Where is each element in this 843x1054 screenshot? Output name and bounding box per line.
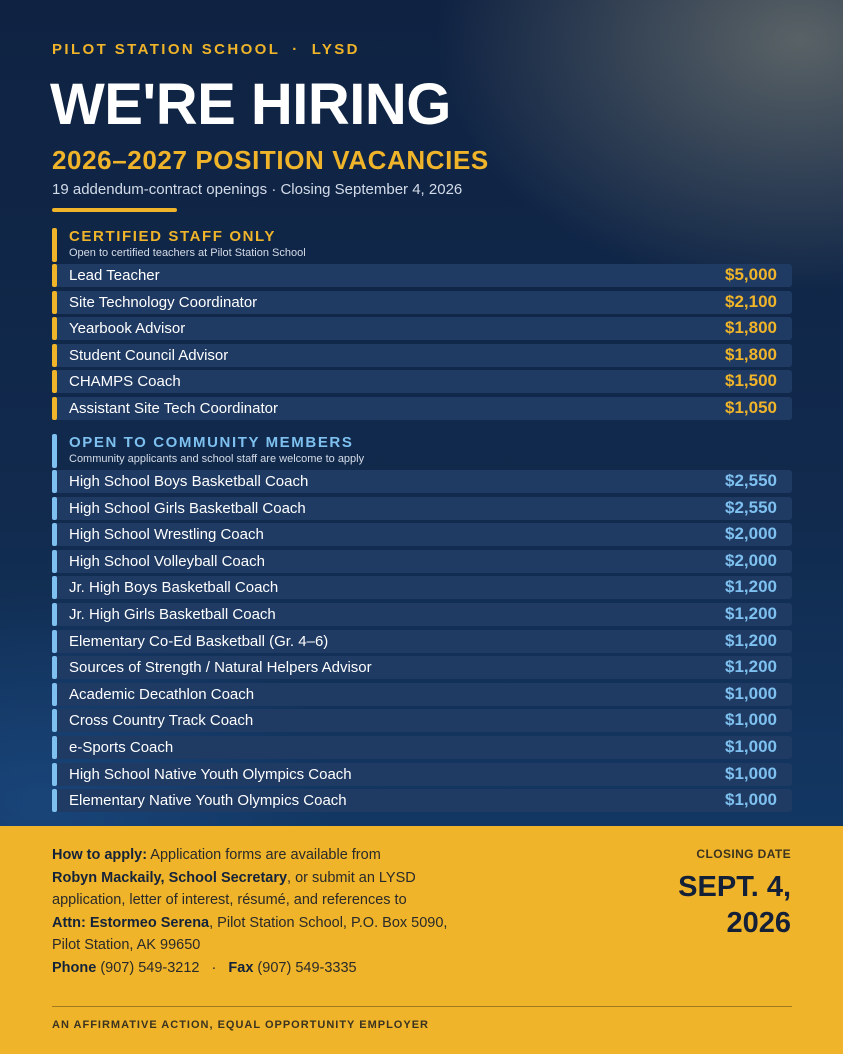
row-accent [52,709,57,732]
position-name: High School Wrestling Coach [69,526,264,544]
attn-name: Attn: Estormeo Serena [52,914,210,931]
closing-date-line-2: 2026 [726,907,791,939]
school-name: PILOT STATION SCHOOL [52,41,281,58]
address-line-1: , Pilot Station School, P.O. Box 5090, [209,914,448,931]
position-name: High School Boys Basketball Coach [69,473,309,490]
community-subheading: Community applicants and school staff are welcome to apply [69,453,365,465]
position-name: Yearbook Advisor [69,320,186,338]
community-section-bar [52,434,57,468]
row-accent [52,523,57,546]
apply-text-2: , or submit an LYSD application, letter of interest, résumé, and references to [52,869,416,908]
eyebrow-separator: · [292,41,300,58]
row-accent [52,550,57,573]
position-stipend: $2,550 [725,471,777,490]
position-stipend: $1,200 [725,657,777,677]
position-stipend: $2,100 [725,291,777,311]
row-accent [52,763,57,786]
community-position-row [52,656,792,679]
certified-position-row [52,344,792,367]
row-accent [52,497,57,520]
closing-date [591,869,791,941]
row-accent [52,656,57,679]
row-accent [52,264,57,287]
phone-label: Phone [52,959,97,976]
community-position-row [52,523,792,546]
position-stipend: $1,800 [725,318,777,338]
row-accent [52,603,57,626]
certified-position-row [52,291,792,314]
community-position-row [52,603,792,626]
certified-positions-list [52,264,792,424]
position-stipend: $2,000 [725,550,777,570]
certified-position-row [52,370,792,393]
intro-text: 19 addendum-contract openings · Closing September 4, 2026 [52,181,463,198]
community-position-row [52,630,792,653]
certified-position-row [52,264,792,287]
community-position-row [52,550,792,573]
certified-position-row [52,397,792,420]
closing-date-label: CLOSING DATE [696,847,791,861]
position-stipend: $1,000 [725,790,777,810]
position-stipend: $2,000 [725,524,777,544]
certified-position-row [52,317,792,340]
school-eyebrow [52,41,360,58]
position-stipend: $1,200 [725,577,777,597]
position-name: Sources of Strength / Natural Helpers Advisor [69,659,372,677]
position-stipend: $1,050 [725,397,777,417]
community-position-row [52,763,792,786]
fax-number: (907) 549-3335 [253,959,357,976]
district-name: LYSD [311,41,360,58]
title-underline [52,208,177,212]
page-title: WE'RE HIRING [50,72,451,137]
position-name: Elementary Co-Ed Basketball (Gr. 4–6) [69,632,329,650]
position-stipend: $1,800 [725,344,777,364]
phone-number: (907) 549-3212 [96,959,200,976]
row-accent [52,470,57,493]
row-accent [52,370,57,393]
position-name: High School Volleyball Coach [69,552,265,570]
position-name: CHAMPS Coach [69,373,181,391]
community-position-row [52,497,792,520]
contact-name: Robyn Mackaily, School Secretary [52,869,288,886]
community-section-header [52,434,792,468]
position-stipend: $1,000 [725,710,777,730]
row-accent [52,736,57,759]
row-accent [52,344,57,367]
position-name: Academic Decathlon Coach [69,685,255,703]
row-accent [52,576,57,599]
position-name: Student Council Advisor [69,346,229,364]
row-accent [52,683,57,706]
row-accent [52,291,57,314]
closing-date-line-1: SEPT. 4, [678,871,791,903]
community-position-row [52,683,792,706]
how-to-apply [52,844,492,979]
eeo-statement: AN AFFIRMATIVE ACTION, EQUAL OPPORTUNITY EMPLOYER [52,1019,429,1031]
row-accent [52,630,57,653]
position-stipend: $2,550 [725,497,777,517]
position-stipend: $1,000 [725,763,777,783]
position-stipend: $1,000 [725,683,777,703]
community-heading: OPEN TO COMMUNITY MEMBERS [69,434,354,451]
row-accent [52,789,57,812]
position-name: Jr. High Girls Basketball Coach [69,605,276,623]
position-name: Cross Country Track Coach [69,712,254,730]
community-position-row [52,470,792,493]
position-name: Lead Teacher [69,267,160,284]
row-accent [52,397,57,420]
position-stipend: $1,200 [725,630,777,650]
position-name: e-Sports Coach [69,738,174,756]
page-subtitle: 2026–2027 POSITION VACANCIES [52,145,489,175]
community-position-row [52,736,792,759]
footer-panel [0,826,843,1054]
community-position-row [52,709,792,732]
certified-section-bar [52,228,57,262]
certified-section-header [52,228,792,262]
certified-subheading: Open to certified teachers at Pilot Station School [69,247,306,259]
position-stipend: $1,500 [725,371,777,391]
position-name: High School Native Youth Olympics Coach [69,765,352,783]
apply-text-1: Application forms are available from [147,847,381,863]
position-name: Elementary Native Youth Olympics Coach [69,792,347,810]
position-name: Jr. High Boys Basketball Coach [69,579,279,597]
community-positions-list [52,470,792,816]
position-stipend: $1,000 [725,736,777,756]
address-line-2: Pilot Station, AK 99650 [52,937,201,953]
community-position-row [52,576,792,599]
position-name: Site Technology Coordinator [69,293,258,311]
position-stipend: $5,000 [725,265,777,284]
position-name: Assistant Site Tech Coordinator [69,399,278,417]
row-accent [52,317,57,340]
community-position-row [52,789,792,812]
contact-separator: · [211,959,217,976]
footer-divider [52,1006,792,1007]
position-stipend: $1,200 [725,603,777,623]
fax-label: Fax [228,959,254,976]
certified-heading: CERTIFIED STAFF ONLY [69,228,277,245]
position-name: High School Girls Basketball Coach [69,499,306,517]
how-to-apply-label: How to apply: [52,847,148,863]
